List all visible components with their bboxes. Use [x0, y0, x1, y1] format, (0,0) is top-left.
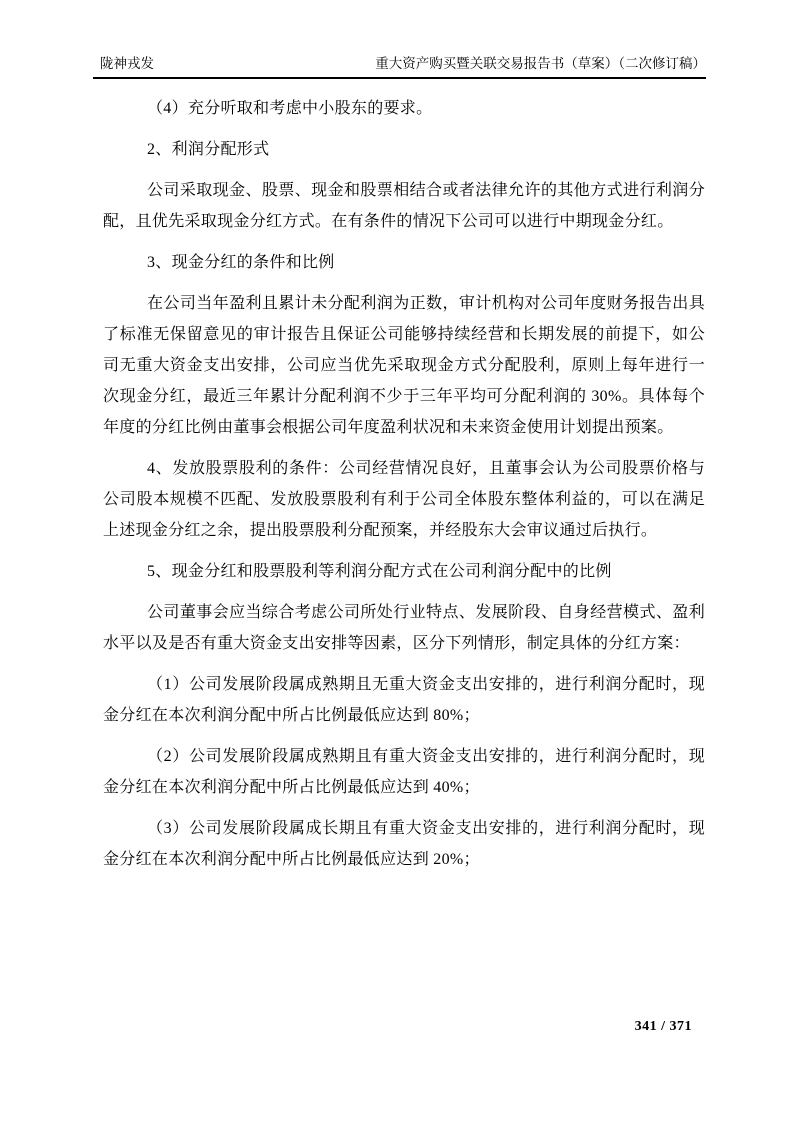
paragraph-4-stock-dividend-conditions: 4、发放股票股利的条件：公司经营情况良好，且董事会认为公司股票价格与公司股本规模不匹配、发放股票股利有利于公司全体股东整体利益的，可以在满足上述现金分红之余，提出股票股利分配预案，并经股东大会审议通过后执行。	[103, 460, 705, 539]
paragraph-board-considerations: 公司董事会应当综合考虑公司所处行业特点、发展阶段、自身经营模式、盈利水平以及是否有重大资金支出安排等因素，区分下列情形，制定具体的分红方案：	[103, 604, 705, 652]
page-header	[93, 55, 706, 73]
page-footer	[635, 1019, 692, 1035]
header-company-name: 陇神戎发	[100, 56, 154, 71]
paragraph-case-3-growth-major-spending-20pct: （3）公司发展阶段属成长期且有重大资金支出安排的，进行利润分配时，现金分红在本次利润分配中所占比例最低应达到 20%；	[103, 820, 705, 868]
paragraph-case-1-mature-no-major-spending-80pct: （1）公司发展阶段属成熟期且无重大资金支出安排的，进行利润分配时，现金分红在本次利润分配中所占比例最低应达到 80%；	[103, 676, 705, 724]
paragraph-item-4-listening-to-minority-shareholders: （4）充分听取和考虑中小股东的要求。	[147, 100, 433, 117]
paragraph-cash-dividend-conditions-detail: 在公司当年盈利且累计未分配利润为正数，审计机构对公司年度财务报告出具了标准无保留意见的审计报告且保证公司能够持续经营和长期发展的前提下，如公司无重大资金支出安排，公司应当优先采取现金方式分配股利，原则上每年进行一次现金分红，最近三年累计分配利润不少于三年平均可分配利润的 30%。具体每个年度的分红比例由董事会根据公司年度盈利状况和未来资金使用计划提出预案。	[103, 295, 705, 436]
header-divider	[93, 77, 706, 79]
heading-3-cash-dividend-conditions: 3、现金分红的条件和比例	[147, 254, 335, 271]
header-document-title: 重大资产购买暨关联交易报告书（草案）（二次修订稿）	[375, 56, 706, 71]
paragraph-case-2-mature-major-spending-40pct: （2）公司发展阶段属成熟期且有重大资金支出安排的，进行利润分配时，现金分红在本次利润分配中所占比例最低应达到 40%；	[103, 748, 705, 796]
document-body	[103, 93, 705, 885]
paragraph-distribution-methods: 公司采取现金、股票、现金和股票相结合或者法律允许的其他方式进行利润分配，且优先采取现金分红方式。在有条件的情况下公司可以进行中期现金分红。	[103, 182, 705, 230]
heading-2-profit-distribution-form: 2、利润分配形式	[147, 141, 270, 158]
heading-5-distribution-ratio: 5、现金分红和股票股利等利润分配方式在公司利润分配中的比例	[147, 563, 612, 580]
page-number: 341 / 371	[634, 1019, 692, 1034]
